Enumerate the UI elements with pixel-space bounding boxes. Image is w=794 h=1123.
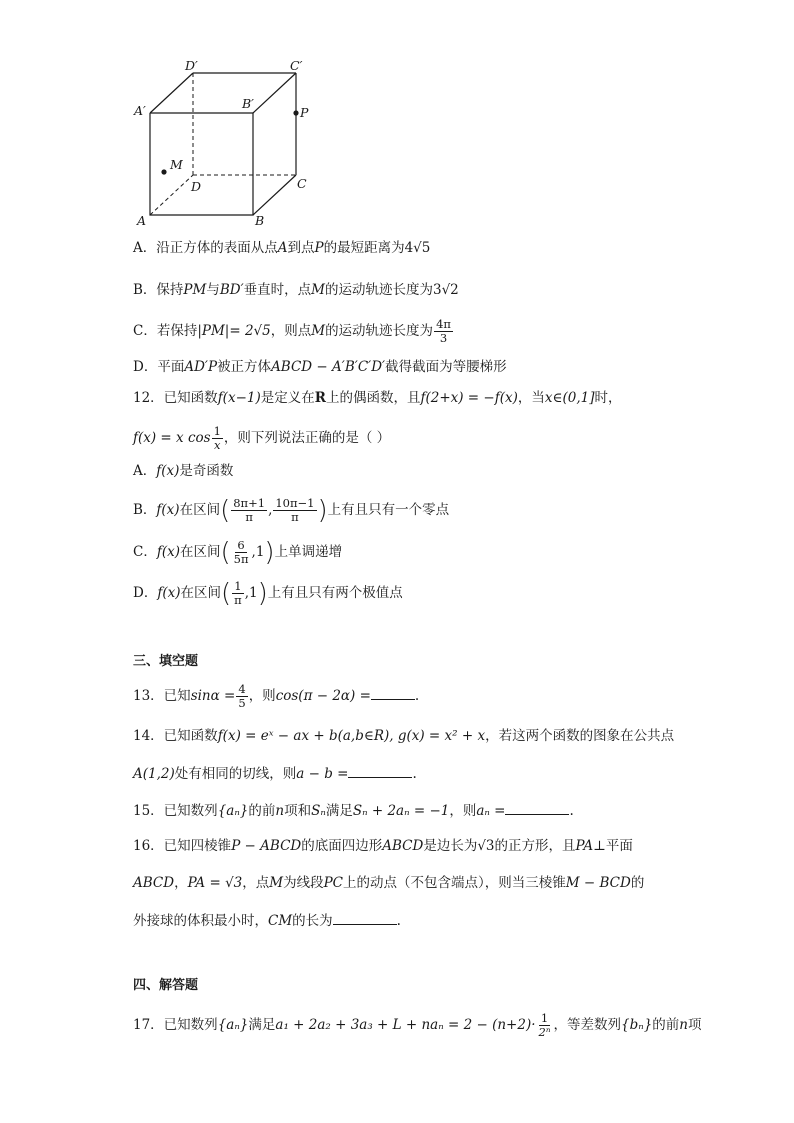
math: {aₙ} xyxy=(217,803,249,819)
text: A． xyxy=(133,463,157,479)
denominator: x xyxy=(213,438,221,452)
math: a₁ + 2a₂ + 3a₃ + L + naₙ = 2 − (n+2)· xyxy=(275,1017,536,1033)
math: P − ABCD xyxy=(231,838,302,854)
q13 xyxy=(133,683,684,710)
math: √3 xyxy=(477,838,495,854)
text: 为线段 xyxy=(283,875,324,891)
text: 在区间 xyxy=(179,502,221,518)
fraction xyxy=(232,580,244,607)
text: 的 xyxy=(630,875,645,891)
label-D1: D′ xyxy=(185,58,198,73)
q11-option-d xyxy=(133,357,684,377)
text: C．若保持 xyxy=(133,323,198,339)
text: 14．已知函数 xyxy=(133,728,218,744)
q11-option-c xyxy=(133,318,684,345)
text: D．平面 xyxy=(133,359,185,375)
text: 的正方形，且 xyxy=(494,838,576,854)
text: 上有且只有两个极值点 xyxy=(267,585,403,601)
cube-hidden-edge-AD xyxy=(150,175,193,215)
label-C1: C′ xyxy=(290,58,303,73)
paren: ) xyxy=(264,537,275,568)
math: f(x) xyxy=(157,585,181,601)
paren: ( xyxy=(220,495,231,526)
math: Sₙ xyxy=(311,803,326,819)
numerator: 4 xyxy=(238,682,246,696)
text: 平面 xyxy=(605,838,633,854)
text: 17．已知数列 xyxy=(133,1017,218,1033)
numerator: 10π−1 xyxy=(275,496,315,510)
math: M − BCD xyxy=(565,875,631,891)
section-title-fill-in: 三、填空题 xyxy=(133,654,199,669)
math: f(x) xyxy=(156,502,180,518)
section-title-solutions: 四、解答题 xyxy=(133,978,199,993)
text: 在区间 xyxy=(180,585,221,601)
math: PA = √3 xyxy=(187,875,243,891)
math: CM xyxy=(268,913,293,929)
label-D: D xyxy=(191,179,202,194)
fraction xyxy=(434,318,453,345)
q12-option-a xyxy=(133,461,684,481)
fraction xyxy=(236,683,247,710)
math: 4√5 xyxy=(404,240,431,256)
denominator: 2ⁿ xyxy=(538,1025,551,1039)
text: 上的动点（不包含端点），则当三棱锥 xyxy=(343,875,566,891)
fraction xyxy=(231,497,267,524)
text: 处有相同的切线，则 xyxy=(174,766,297,782)
text: 12．已知函数 xyxy=(133,390,218,406)
answer-blank[interactable] xyxy=(505,800,569,815)
text: 的底面四边形 xyxy=(301,838,383,854)
answer-blank[interactable] xyxy=(348,763,412,778)
numerator: 4π xyxy=(436,317,451,331)
q14-line2 xyxy=(133,763,684,784)
math: sinα = xyxy=(190,688,236,704)
math: M xyxy=(311,323,326,339)
text: 的最短距离为 xyxy=(323,240,405,256)
text: ，当 xyxy=(517,390,545,406)
math: R xyxy=(314,390,326,406)
q17-line1 xyxy=(133,1011,702,1039)
fraction xyxy=(232,539,251,566)
text: 是奇函数 xyxy=(179,463,234,479)
label-B: B xyxy=(255,213,265,228)
q16-line3 xyxy=(133,910,684,931)
numerator: 1 xyxy=(213,424,221,438)
numerator: 1 xyxy=(540,1011,549,1025)
math: x∈(0,1] xyxy=(544,390,595,406)
paren: ) xyxy=(317,495,328,526)
denominator: 5π xyxy=(233,552,249,566)
math: aₙ = xyxy=(476,803,506,819)
text: 的长为 xyxy=(292,913,333,929)
text: 满足 xyxy=(248,1017,276,1033)
math: f(x) xyxy=(156,544,180,560)
text: B． xyxy=(133,502,157,518)
math: ABCD − A′B′C′D′ xyxy=(271,359,386,375)
text: D． xyxy=(133,585,158,601)
text: 外接球的体积最小时， xyxy=(133,913,268,929)
denominator: 3 xyxy=(439,331,448,345)
text: 被正方体 xyxy=(217,359,272,375)
math: {bₙ} xyxy=(621,1017,653,1033)
text: 截得截面为等腰梯形 xyxy=(385,359,507,375)
text: ，则点 xyxy=(270,323,312,339)
cube-edge-A1D1 xyxy=(150,73,193,113)
text: 上有且只有一个零点 xyxy=(327,502,450,518)
fraction xyxy=(537,1012,553,1039)
text: 的运动轨迹长度为 xyxy=(325,323,434,339)
answer-blank[interactable] xyxy=(333,910,397,925)
math: f(x) xyxy=(156,463,180,479)
math: PA⊥ xyxy=(575,838,606,854)
math: BD′ xyxy=(219,282,244,298)
math: ABCD xyxy=(133,875,175,891)
text: . xyxy=(412,766,417,782)
text: ，点 xyxy=(242,875,270,891)
label-M: M xyxy=(170,157,183,172)
label-A: A xyxy=(137,213,147,228)
text: 15．已知数列 xyxy=(133,803,218,819)
text: ， xyxy=(174,875,188,891)
text: A．沿正方体的表面从点 xyxy=(133,240,278,256)
math: 3√2 xyxy=(432,282,459,298)
text: 项和 xyxy=(284,803,312,819)
text: ，等差数列 xyxy=(553,1017,621,1033)
point-M xyxy=(161,169,166,174)
math: ABCD xyxy=(382,838,424,854)
text: ，则 xyxy=(248,688,276,704)
denominator: π xyxy=(245,510,253,524)
q12-stem-line1 xyxy=(133,388,684,408)
fraction xyxy=(273,497,316,524)
text: ，则下列说法正确的是（ ） xyxy=(223,430,391,446)
math: f(2+x) = −f(x) xyxy=(420,390,518,406)
math: M xyxy=(311,282,325,298)
text: 满足 xyxy=(325,803,353,819)
text: 的前 xyxy=(652,1017,680,1033)
text: 是边长为 xyxy=(423,838,478,854)
q12-option-c xyxy=(133,539,684,566)
q15 xyxy=(133,800,684,821)
math: PM xyxy=(183,282,207,298)
math: n xyxy=(275,803,285,819)
math: ,1 xyxy=(251,544,265,560)
q14-line1 xyxy=(133,726,684,746)
math: AD′P xyxy=(184,359,218,375)
denominator: π xyxy=(234,593,242,607)
text: ，则 xyxy=(449,803,477,819)
math: A(1,2) xyxy=(133,766,175,782)
math: {aₙ} xyxy=(217,1017,249,1033)
label-P: P xyxy=(300,105,309,120)
text: 16．已知四棱锥 xyxy=(133,838,232,854)
numerator: 6 xyxy=(237,538,245,552)
cube-front-face xyxy=(150,113,253,215)
cube-edge-B1C1 xyxy=(253,73,296,113)
text: 项 xyxy=(688,1017,702,1033)
text: 时， xyxy=(594,390,622,406)
math: ,1 xyxy=(244,585,258,601)
q16-line1 xyxy=(133,836,684,856)
math: M xyxy=(269,875,284,891)
point-P xyxy=(293,110,298,115)
cube-edge-BC xyxy=(253,175,296,215)
q16-line2 xyxy=(133,873,684,893)
label-A1: A′ xyxy=(134,103,146,118)
paren: ) xyxy=(257,578,268,609)
paren: ( xyxy=(220,578,232,609)
math: f(x−1) xyxy=(217,390,261,406)
math: a − b = xyxy=(296,766,349,782)
math: P xyxy=(314,240,324,256)
text: ，若这两个函数的图象在公共点 xyxy=(485,728,675,744)
math: f(x) = eˣ − ax + b(a,b∈R), g(x) = x² + x xyxy=(217,728,486,744)
paren: ( xyxy=(220,537,231,568)
text: B．保持 xyxy=(133,282,184,298)
math: PC xyxy=(323,875,344,891)
text: 到点 xyxy=(287,240,315,256)
math: Sₙ + 2aₙ = −1 xyxy=(352,803,450,819)
text: . xyxy=(569,803,574,819)
math: A xyxy=(277,240,288,256)
label-C: C xyxy=(297,176,307,191)
text: 是定义在 xyxy=(260,390,315,406)
label-B1: B′ xyxy=(242,96,255,111)
text: 在区间 xyxy=(180,544,221,560)
text: 13．已知 xyxy=(133,688,191,704)
text: C． xyxy=(133,544,157,560)
q12-option-d xyxy=(133,580,684,607)
denominator: 5 xyxy=(238,696,246,710)
math: |PM|= 2√5 xyxy=(197,323,271,339)
cube-figure xyxy=(130,55,330,230)
q12-option-b: B．f(x)在区间( $\frac{8\pi+1}{\pi}$ , $\frac{10\pi-1}{\pi}$ )上有且只有一个零点 xyxy=(133,495,450,526)
numerator: 8π+1 xyxy=(233,496,266,510)
denominator: π xyxy=(291,510,299,524)
fraction xyxy=(212,425,223,452)
q11-option-a xyxy=(133,238,684,258)
text: 垂直时，点 xyxy=(243,282,312,298)
math: f(x) = x cos xyxy=(133,430,211,446)
numerator: 1 xyxy=(234,579,242,593)
text: . xyxy=(414,688,420,704)
answer-blank[interactable] xyxy=(371,685,415,700)
q11-option-b xyxy=(133,280,684,300)
text: 上单调递增 xyxy=(274,544,343,560)
math: n xyxy=(679,1017,688,1033)
q12-stem-line2 xyxy=(133,425,684,452)
text: 的前 xyxy=(248,803,276,819)
math: cos(π − 2α) = xyxy=(275,688,371,704)
text: 与 xyxy=(206,282,220,298)
text: 上的偶函数，且 xyxy=(325,390,421,406)
text: . xyxy=(396,913,401,929)
text: 的运动轨迹长度为 xyxy=(324,282,433,298)
